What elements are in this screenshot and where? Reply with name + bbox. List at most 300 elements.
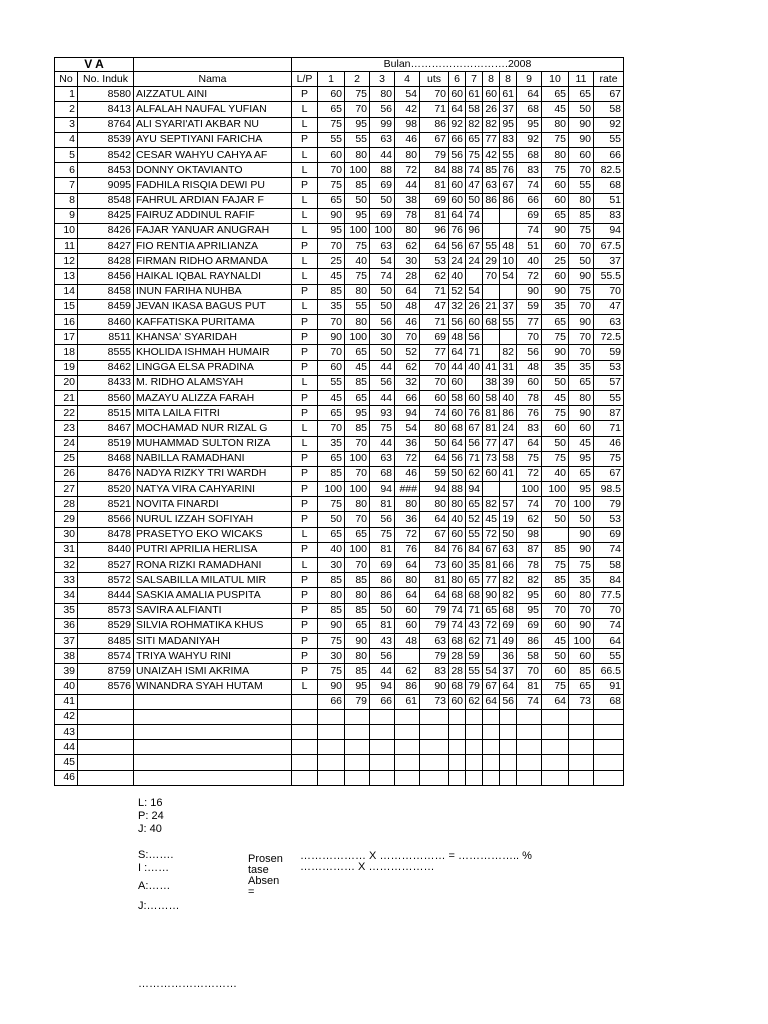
table-cell: 80 bbox=[569, 193, 594, 208]
table-cell: 84 bbox=[594, 573, 624, 588]
table-cell: 67.5 bbox=[594, 239, 624, 254]
column-header: 9 bbox=[517, 72, 542, 87]
table-cell: 8573 bbox=[78, 603, 134, 618]
table-cell: 40 bbox=[318, 542, 345, 557]
table-cell: 90 bbox=[318, 330, 345, 345]
table-cell bbox=[594, 725, 624, 740]
table-cell bbox=[420, 770, 449, 785]
table-cell: 65 bbox=[569, 466, 594, 481]
table-cell: P bbox=[292, 360, 318, 375]
table-cell bbox=[370, 740, 395, 755]
table-cell bbox=[594, 755, 624, 770]
table-cell: 62 bbox=[395, 239, 420, 254]
table-cell: 26 bbox=[466, 299, 483, 314]
table-cell: 90 bbox=[569, 542, 594, 557]
table-cell: 8529 bbox=[78, 618, 134, 633]
table-cell: 65 bbox=[569, 87, 594, 102]
table-cell: 85 bbox=[318, 573, 345, 588]
table-cell: 64 bbox=[420, 239, 449, 254]
table-cell: 8426 bbox=[78, 223, 134, 238]
table-cell: 74 bbox=[466, 208, 483, 223]
table-cell: 60 bbox=[466, 390, 483, 405]
table-cell: P bbox=[292, 649, 318, 664]
table-cell: 60 bbox=[449, 527, 466, 542]
table-cell: 46 bbox=[594, 436, 624, 451]
table-cell bbox=[483, 223, 500, 238]
student-name: HAIKAL IQBAL RAYNALDI bbox=[134, 269, 292, 284]
table-cell bbox=[370, 770, 395, 785]
table-cell: 35 bbox=[55, 603, 78, 618]
table-row bbox=[55, 451, 624, 466]
table-cell: 39 bbox=[55, 664, 78, 679]
table-cell: 58 bbox=[483, 390, 500, 405]
table-cell: 79 bbox=[420, 618, 449, 633]
table-cell: 65 bbox=[345, 390, 370, 405]
table-cell: 84 bbox=[420, 163, 449, 178]
table-cell: 95 bbox=[517, 603, 542, 618]
table-cell bbox=[500, 208, 517, 223]
table-cell: 75 bbox=[345, 239, 370, 254]
table-cell: 72 bbox=[483, 618, 500, 633]
table-cell: 68 bbox=[483, 315, 500, 330]
table-cell: 94 bbox=[420, 482, 449, 497]
table-cell: 44 bbox=[370, 664, 395, 679]
table-cell: 62 bbox=[395, 664, 420, 679]
table-cell: 62 bbox=[466, 466, 483, 481]
table-cell bbox=[292, 694, 318, 709]
table-cell: 76 bbox=[449, 223, 466, 238]
table-cell bbox=[500, 223, 517, 238]
permit-count: I :…… bbox=[138, 862, 170, 874]
table-cell: 79 bbox=[420, 649, 449, 664]
table-cell: 60 bbox=[449, 178, 466, 193]
table-cell: 40 bbox=[449, 512, 466, 527]
table-cell: 8459 bbox=[78, 299, 134, 314]
table-cell: L bbox=[292, 436, 318, 451]
table-cell: 36 bbox=[55, 618, 78, 633]
table-cell: 25 bbox=[318, 254, 345, 269]
table-cell: 55 bbox=[345, 299, 370, 314]
table-cell bbox=[466, 740, 483, 755]
table-cell: 64 bbox=[395, 284, 420, 299]
table-cell: 62 bbox=[466, 633, 483, 648]
table-cell: 8456 bbox=[78, 269, 134, 284]
table-cell: 77 bbox=[483, 573, 500, 588]
table-row bbox=[55, 725, 624, 740]
table-cell: 35 bbox=[318, 299, 345, 314]
student-name: AIZZATUL AINI bbox=[134, 87, 292, 102]
table-cell: 47 bbox=[466, 178, 483, 193]
table-cell: 50 bbox=[569, 512, 594, 527]
table-row bbox=[55, 573, 624, 588]
table-cell: 85 bbox=[345, 573, 370, 588]
table-cell: 30 bbox=[318, 558, 345, 573]
table-cell: 44 bbox=[449, 360, 466, 375]
table-cell: P bbox=[292, 239, 318, 254]
table-cell: 81 bbox=[483, 421, 500, 436]
column-header: rate bbox=[594, 72, 624, 87]
table-cell: 64 bbox=[449, 102, 466, 117]
table-cell: 70 bbox=[542, 603, 569, 618]
table-cell: 35 bbox=[569, 573, 594, 588]
table-cell: 71 bbox=[466, 345, 483, 360]
table-cell: 24 bbox=[55, 436, 78, 451]
table-cell: 70 bbox=[318, 315, 345, 330]
table-cell: 80 bbox=[345, 284, 370, 299]
table-cell: 56 bbox=[449, 315, 466, 330]
table-cell: 80 bbox=[318, 588, 345, 603]
table-row bbox=[55, 147, 624, 162]
table-cell: 65 bbox=[345, 345, 370, 360]
table-cell: 87 bbox=[517, 542, 542, 557]
table-cell: 85 bbox=[318, 603, 345, 618]
table-cell: 90 bbox=[542, 284, 569, 299]
student-name: MAZAYU ALIZZA FARAH bbox=[134, 390, 292, 405]
table-cell: L bbox=[292, 375, 318, 390]
table-cell: 52 bbox=[395, 345, 420, 360]
table-cell: 46 bbox=[55, 770, 78, 785]
table-cell: 54 bbox=[395, 421, 420, 436]
table-cell: 50 bbox=[370, 603, 395, 618]
table-cell: 55 bbox=[500, 147, 517, 162]
table-cell: 72.5 bbox=[594, 330, 624, 345]
table-cell: 56 bbox=[449, 451, 466, 466]
table-cell: 15 bbox=[55, 299, 78, 314]
table-cell: 91 bbox=[594, 679, 624, 694]
table-cell: 90 bbox=[569, 315, 594, 330]
table-cell: 70 bbox=[420, 375, 449, 390]
table-cell: 80 bbox=[569, 390, 594, 405]
table-cell: 64 bbox=[449, 345, 466, 360]
table-cell: 77.5 bbox=[594, 588, 624, 603]
table-cell: L bbox=[292, 421, 318, 436]
student-name: WINANDRA SYAH HUTAM bbox=[134, 679, 292, 694]
table-cell: 59 bbox=[420, 466, 449, 481]
table-cell bbox=[449, 770, 466, 785]
table-cell: P bbox=[292, 132, 318, 147]
table-cell: 45 bbox=[318, 269, 345, 284]
table-cell: 55 bbox=[594, 132, 624, 147]
table-cell: 92 bbox=[449, 117, 466, 132]
table-cell: 70 bbox=[594, 603, 624, 618]
table-cell: 50 bbox=[542, 436, 569, 451]
table-cell: 58 bbox=[594, 102, 624, 117]
student-name: NURUL IZZAH SOFIYAH bbox=[134, 512, 292, 527]
count-p: P: 24 bbox=[138, 810, 164, 822]
table-cell: 90 bbox=[569, 527, 594, 542]
table-cell: 46 bbox=[395, 132, 420, 147]
table-cell: 69 bbox=[370, 178, 395, 193]
table-cell: 75 bbox=[542, 330, 569, 345]
table-cell: 77 bbox=[483, 436, 500, 451]
table-row bbox=[55, 254, 624, 269]
table-cell: 19 bbox=[55, 360, 78, 375]
table-cell: 11 bbox=[55, 239, 78, 254]
table-cell bbox=[345, 770, 370, 785]
table-cell: 80 bbox=[569, 588, 594, 603]
table-cell: 51 bbox=[517, 239, 542, 254]
table-cell: 8764 bbox=[78, 117, 134, 132]
table-cell bbox=[420, 725, 449, 740]
table-cell: 83 bbox=[420, 664, 449, 679]
table-cell: 64 bbox=[542, 694, 569, 709]
table-cell: 82 bbox=[466, 117, 483, 132]
table-cell: P bbox=[292, 664, 318, 679]
table-cell: 75 bbox=[542, 679, 569, 694]
table-cell bbox=[517, 740, 542, 755]
table-cell: 70 bbox=[420, 360, 449, 375]
table-cell: 68 bbox=[370, 466, 395, 481]
table-cell: 74 bbox=[594, 618, 624, 633]
table-cell: 56 bbox=[449, 147, 466, 162]
table-cell: 8433 bbox=[78, 375, 134, 390]
table-cell: 73 bbox=[483, 451, 500, 466]
table-cell: 69 bbox=[517, 618, 542, 633]
table-cell: 64 bbox=[449, 208, 466, 223]
table-cell: 40 bbox=[449, 269, 466, 284]
table-cell bbox=[500, 755, 517, 770]
table-cell bbox=[500, 770, 517, 785]
table-cell: 62 bbox=[420, 269, 449, 284]
table-cell: 85 bbox=[318, 466, 345, 481]
table-cell: 66 bbox=[500, 558, 517, 573]
student-name: RONA RIZKI RAMADHANI bbox=[134, 558, 292, 573]
table-cell: 60 bbox=[318, 360, 345, 375]
table-cell: 100 bbox=[569, 497, 594, 512]
table-cell: 7 bbox=[55, 178, 78, 193]
table-row bbox=[55, 117, 624, 132]
table-cell: 60 bbox=[483, 87, 500, 102]
table-cell: 63 bbox=[420, 633, 449, 648]
table-row bbox=[55, 163, 624, 178]
table-cell: 98 bbox=[395, 117, 420, 132]
table-cell: 70 bbox=[318, 421, 345, 436]
table-cell: L bbox=[292, 163, 318, 178]
student-name: NATYA VIRA CAHYARINI bbox=[134, 482, 292, 497]
table-cell: 71 bbox=[420, 284, 449, 299]
table-cell: 85 bbox=[542, 573, 569, 588]
student-name: FAHRUL ARDIAN FAJAR F bbox=[134, 193, 292, 208]
table-cell: 81 bbox=[370, 618, 395, 633]
table-cell bbox=[345, 740, 370, 755]
table-cell bbox=[449, 725, 466, 740]
table-cell: 53 bbox=[420, 254, 449, 269]
table-cell: 94 bbox=[594, 223, 624, 238]
table-cell: 65 bbox=[318, 193, 345, 208]
formula-denominator: …………… X ……………… bbox=[300, 861, 435, 873]
table-cell: 55 bbox=[466, 664, 483, 679]
table-cell: 63 bbox=[370, 239, 395, 254]
table-cell: 44 bbox=[55, 740, 78, 755]
table-cell: 68 bbox=[517, 102, 542, 117]
table-cell: 95 bbox=[345, 406, 370, 421]
table-cell: 27 bbox=[55, 482, 78, 497]
table-cell: 86 bbox=[483, 193, 500, 208]
table-cell bbox=[466, 725, 483, 740]
table-cell: 50 bbox=[542, 375, 569, 390]
table-cell: 64 bbox=[420, 451, 449, 466]
table-cell bbox=[78, 694, 134, 709]
table-cell: 69 bbox=[500, 618, 517, 633]
column-header: 8 bbox=[483, 72, 500, 87]
table-cell: 94 bbox=[395, 406, 420, 421]
table-cell: 58 bbox=[449, 390, 466, 405]
table-cell: 37 bbox=[594, 254, 624, 269]
table-row bbox=[55, 527, 624, 542]
table-cell: 55 bbox=[483, 239, 500, 254]
table-cell: 9095 bbox=[78, 178, 134, 193]
table-cell: 64 bbox=[483, 694, 500, 709]
table-cell: 55 bbox=[569, 178, 594, 193]
table-cell: 85 bbox=[569, 208, 594, 223]
table-cell: 70 bbox=[345, 436, 370, 451]
table-cell bbox=[370, 755, 395, 770]
table-cell: 75 bbox=[569, 284, 594, 299]
table-cell: 60 bbox=[542, 239, 569, 254]
student-name: FIRMAN RIDHO ARMANDA bbox=[134, 254, 292, 269]
table-cell: 36 bbox=[500, 649, 517, 664]
student-name: SITI MADANIYAH bbox=[134, 633, 292, 648]
table-cell: 65 bbox=[542, 315, 569, 330]
table-cell: 8759 bbox=[78, 664, 134, 679]
student-name bbox=[134, 709, 292, 724]
table-cell bbox=[569, 740, 594, 755]
table-cell: 74 bbox=[466, 163, 483, 178]
table-cell: 85 bbox=[345, 664, 370, 679]
table-cell: 38 bbox=[483, 375, 500, 390]
table-cell: 75 bbox=[370, 421, 395, 436]
table-cell: L bbox=[292, 679, 318, 694]
table-cell: ### bbox=[395, 482, 420, 497]
table-cell: 66 bbox=[594, 147, 624, 162]
table-cell: 45 bbox=[569, 436, 594, 451]
table-cell: 62 bbox=[517, 512, 542, 527]
table-cell bbox=[292, 725, 318, 740]
table-cell: 55 bbox=[594, 390, 624, 405]
table-cell: 69 bbox=[370, 208, 395, 223]
table-cell: 81 bbox=[370, 542, 395, 557]
table-row bbox=[55, 618, 624, 633]
table-cell: P bbox=[292, 451, 318, 466]
table-cell: 82 bbox=[483, 497, 500, 512]
table-cell: 64 bbox=[500, 679, 517, 694]
student-name: DONNY OKTAVIANTO bbox=[134, 163, 292, 178]
student-name: PRASETYO EKO WICAKS bbox=[134, 527, 292, 542]
table-cell: 50 bbox=[449, 466, 466, 481]
table-cell: 50 bbox=[542, 649, 569, 664]
table-cell: 8460 bbox=[78, 315, 134, 330]
table-cell: 1 bbox=[55, 87, 78, 102]
table-cell: 72 bbox=[395, 527, 420, 542]
table-cell: 88 bbox=[370, 163, 395, 178]
table-cell: 66 bbox=[517, 193, 542, 208]
table-cell: 10 bbox=[55, 223, 78, 238]
table-cell bbox=[395, 649, 420, 664]
table-cell: 90 bbox=[569, 618, 594, 633]
table-cell bbox=[420, 740, 449, 755]
table-cell: 67 bbox=[483, 679, 500, 694]
table-cell: 70 bbox=[318, 345, 345, 360]
table-cell: 53 bbox=[594, 360, 624, 375]
table-cell bbox=[542, 770, 569, 785]
table-cell: 54 bbox=[500, 269, 517, 284]
table-cell: 93 bbox=[370, 406, 395, 421]
table-cell: 35 bbox=[318, 436, 345, 451]
table-row bbox=[55, 603, 624, 618]
table-cell: 64 bbox=[517, 87, 542, 102]
table-cell: 75 bbox=[345, 87, 370, 102]
table-cell bbox=[500, 725, 517, 740]
table-cell: 70 bbox=[517, 330, 542, 345]
table-cell: 87 bbox=[594, 406, 624, 421]
table-row bbox=[55, 406, 624, 421]
table-cell: 60 bbox=[542, 421, 569, 436]
table-cell: 60 bbox=[542, 618, 569, 633]
table-cell: 90 bbox=[569, 269, 594, 284]
table-cell: 70 bbox=[569, 345, 594, 360]
column-header: 1 bbox=[318, 72, 345, 87]
table-cell: 55 bbox=[466, 527, 483, 542]
table-cell bbox=[395, 709, 420, 724]
table-cell bbox=[517, 755, 542, 770]
table-cell: 77 bbox=[483, 132, 500, 147]
column-header: 8 bbox=[500, 72, 517, 87]
table-cell: 54 bbox=[370, 254, 395, 269]
student-name: FAJAR YANUAR ANUGRAH bbox=[134, 223, 292, 238]
student-name: FADHILA RISQIA DEWI PU bbox=[134, 178, 292, 193]
table-cell: 79 bbox=[345, 694, 370, 709]
table-cell: 80 bbox=[449, 573, 466, 588]
table-cell: 2 bbox=[55, 102, 78, 117]
table-cell bbox=[345, 755, 370, 770]
table-cell: 56 bbox=[466, 330, 483, 345]
table-cell: 50 bbox=[500, 527, 517, 542]
table-cell: 29 bbox=[55, 512, 78, 527]
table-cell: 47 bbox=[594, 299, 624, 314]
student-name: KAFFATISKA PURITAMA bbox=[134, 315, 292, 330]
table-row bbox=[55, 345, 624, 360]
table-cell: 50 bbox=[345, 193, 370, 208]
table-cell: 90 bbox=[542, 223, 569, 238]
table-cell: 100 bbox=[345, 542, 370, 557]
table-cell: 42 bbox=[55, 709, 78, 724]
table-cell: 55 bbox=[318, 132, 345, 147]
table-cell: 72 bbox=[395, 451, 420, 466]
column-header: uts bbox=[420, 72, 449, 87]
table-cell: 8519 bbox=[78, 436, 134, 451]
table-cell: 40 bbox=[55, 679, 78, 694]
table-cell: 53 bbox=[594, 512, 624, 527]
table-cell: 60 bbox=[449, 87, 466, 102]
table-cell: 70 bbox=[420, 87, 449, 102]
table-cell: 73 bbox=[420, 558, 449, 573]
count-j: J: 40 bbox=[138, 823, 162, 835]
table-cell: 68 bbox=[594, 694, 624, 709]
table-cell: 60 bbox=[420, 390, 449, 405]
table-cell: 74 bbox=[594, 542, 624, 557]
table-row bbox=[55, 284, 624, 299]
table-cell bbox=[395, 740, 420, 755]
column-header: No. Induk bbox=[78, 72, 134, 87]
formula-numerator: ……………… X ……………… = …………….. % bbox=[300, 850, 532, 862]
table-cell: P bbox=[292, 588, 318, 603]
table-cell: 20 bbox=[55, 375, 78, 390]
student-name bbox=[134, 740, 292, 755]
table-cell: 67 bbox=[594, 466, 624, 481]
table-cell: 94 bbox=[370, 679, 395, 694]
table-cell: 49 bbox=[500, 633, 517, 648]
table-cell: 56 bbox=[370, 102, 395, 117]
